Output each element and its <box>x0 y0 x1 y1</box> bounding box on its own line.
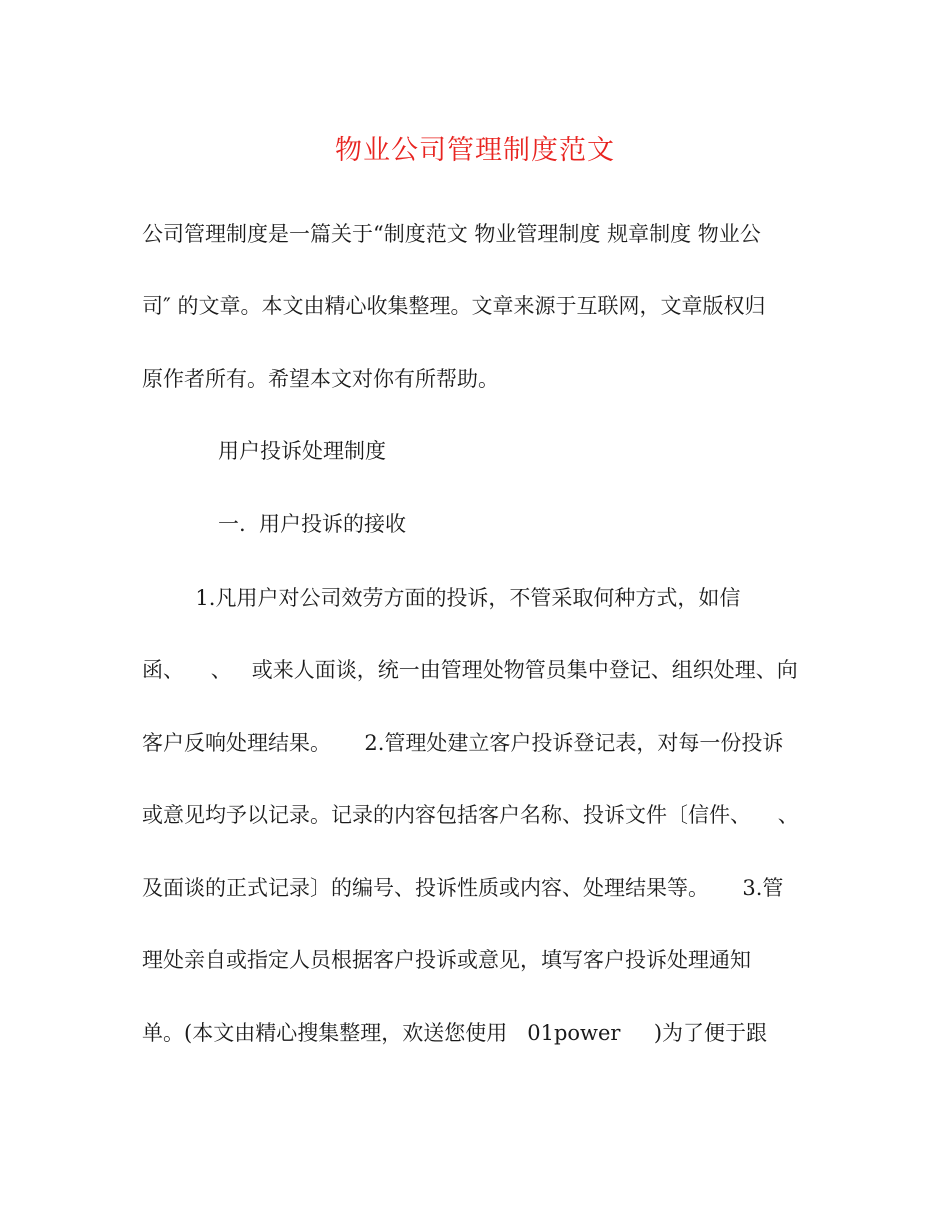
paragraph-line: 公司管理制度是一篇关于“制度范文 物业管理制度 规章制度 物业公 <box>142 222 761 246</box>
paragraph-line: 原作者所有。希望本文对你有所帮助。 <box>142 367 499 391</box>
paragraph-line: 司″ 的文章。本文由精心收集整理。文章来源于互联网，文章版权归 <box>142 294 766 318</box>
paragraph-line: 函、 、 或来人面谈，统一由管理处物管员集中登记、组织处理、向 <box>142 658 798 682</box>
subsection-heading: 一. 用户投诉的接收 <box>218 512 407 536</box>
section-heading: 用户投诉处理制度 <box>218 439 386 463</box>
document-title: 物业公司管理制度范文 <box>335 135 615 166</box>
paragraph-line: 或意见均予以记录。记录的内容包括客户名称、投诉文件〔信件、 、 <box>142 803 799 827</box>
paragraph-line: 及面谈的正式记录〕的编号、投诉性质或内容、处理结果等。 3.管 <box>142 876 784 900</box>
paragraph-line: 单。(本文由精心搜集整理，欢送您使用 01power )为了便于跟 <box>142 1021 768 1045</box>
paragraph-line: 理处亲自或指定人员根据客户投诉或意见，填写客户投诉处理通知 <box>142 948 751 972</box>
paragraph-line: 客户反响处理结果。 2.管理处建立客户投诉登记表，对每一份投诉 <box>142 731 784 755</box>
paragraph-line: 1.凡用户对公司效劳方面的投诉，不管采取何种方式，如信 <box>142 586 741 610</box>
